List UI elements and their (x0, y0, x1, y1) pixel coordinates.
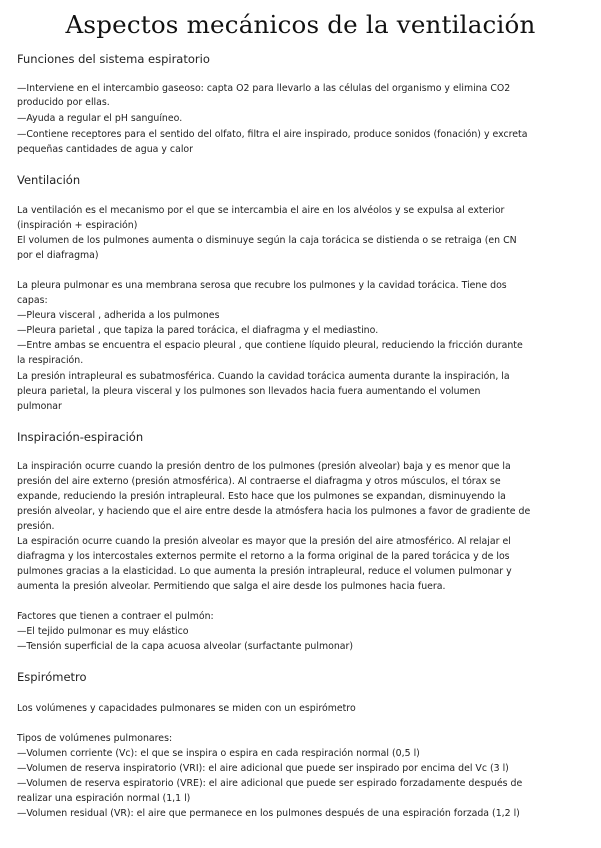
text-line: pulmonar (17, 401, 62, 412)
text-line: —Volumen de reserva espiratorio (VRE): el aire adicional que puede ser espirado forzadamente después de (17, 778, 523, 789)
text-line: —Pleura parietal , que tapiza la pared torácica, el diafragma y el mediastino. (17, 325, 379, 336)
text-line: —Tensión superficial de la capa acuosa alveolar (surfactante pulmonar) (17, 641, 354, 652)
text-line: presión. (17, 521, 55, 532)
text-line: —Ayuda a regular el pH sanguíneo. (17, 113, 183, 124)
text-line: (inspiración + espiración) (17, 220, 138, 231)
text-line: presión alveolar, y haciendo que el aire entre desde la atmósfera hacia los pulmones a favor de gradiente de (17, 506, 531, 517)
text-line: La presión intrapleural es subatmosférica. Cuando la cavidad torácica aumenta durante la inspiración, la (17, 371, 510, 382)
text-line: —El tejido pulmonar es muy elástico (17, 626, 189, 637)
text-line: pleura parietal, la pleura visceral y los pulmones son llevados hacia fuera aumentando el volumen (17, 386, 481, 397)
text-line: presión del aire externo (presión atmosférica). Al contraerse el diafragma y otros músculos, el tórax se (17, 476, 501, 487)
text-line: diafragma y los intercostales externos permite el retorno a la forma original de la pared torácica y de los (17, 551, 510, 562)
text-line: —Interviene en el intercambio gaseoso: capta O2 para llevarlo a las células del organismo y elimina CO2 (17, 83, 511, 94)
section-heading-funciones: Funciones del sistema espiratorio (17, 52, 210, 66)
section-heading-espirometro: Espirómetro (17, 670, 87, 684)
text-line: Los volúmenes y capacidades pulmonares se miden con un espirómetro (17, 703, 356, 714)
section-heading-inspiracion-espiracion: Inspiración-espiración (17, 430, 144, 444)
text-line: —Entre ambas se encuentra el espacio pleural , que contiene líquido pleural, reduciendo la fricción durante (17, 340, 523, 351)
text-line: Tipos de volúmenes pulmonares: (17, 733, 173, 744)
text-line: —Contiene receptores para el sentido del olfato, filtra el aire inspirado, produce sonidos (fonación) y excreta (17, 129, 528, 140)
text-line: —Pleura visceral , adherida a los pulmones (17, 310, 220, 321)
text-line: producido por ellas. (17, 97, 110, 108)
page-title: Aspectos mecánicos de la ventilación (65, 10, 536, 39)
text-line: pequeñas cantidades de agua y calor (17, 144, 194, 155)
text-line: por el diafragma) (17, 250, 99, 261)
text-line: La inspiración ocurre cuando la presión dentro de los pulmones (presión alveolar) baja y es menor que la (17, 461, 511, 472)
text-line: expande, reduciendo la presión intrapleural. Esto hace que los pulmones se expandan, disminuyendo la (17, 491, 506, 502)
text-line: El volumen de los pulmones aumenta o disminuye según la caja torácica se distienda o se retraiga (en CN (17, 235, 517, 246)
text-line: aumenta la presión alveolar. Permitiendo que salga el aire desde los pulmones hacia fuera. (17, 581, 446, 592)
text-line: realizar una espiración normal (1,1 l) (17, 793, 191, 804)
text-line: Factores que tienen a contraer el pulmón: (17, 611, 214, 622)
text-line: La pleura pulmonar es una membrana serosa que recubre los pulmones y la cavidad torácica. Tiene dos (17, 280, 507, 291)
text-line: capas: (17, 295, 48, 306)
text-line: —Volumen residual (VR): el aire que permanece en los pulmones después de una espiración forzada (1,2 l) (17, 808, 520, 819)
text-line: la respiración. (17, 355, 84, 366)
section-heading-ventilacion: Ventilación (17, 173, 81, 187)
text-line: La espiración ocurre cuando la presión alveolar es mayor que la presión del aire atmosférico. Al relajar el (17, 536, 511, 547)
text-line: pulmones gracias a la elasticidad. Lo que aumenta la presión intrapleural, reduce el volumen pulmonar y (17, 566, 512, 577)
text-line: —Volumen de reserva inspiratorio (VRI): el aire adicional que puede ser inspirado por encima del Vc (3 l) (17, 763, 509, 774)
text-line: La ventilación es el mecanismo por el que se intercambia el aire en los alvéolos y se expulsa al exterior (17, 205, 505, 216)
text-line: —Volumen corriente (Vc): el que se inspira o espira en cada respiración normal (0,5 l) (17, 748, 420, 759)
